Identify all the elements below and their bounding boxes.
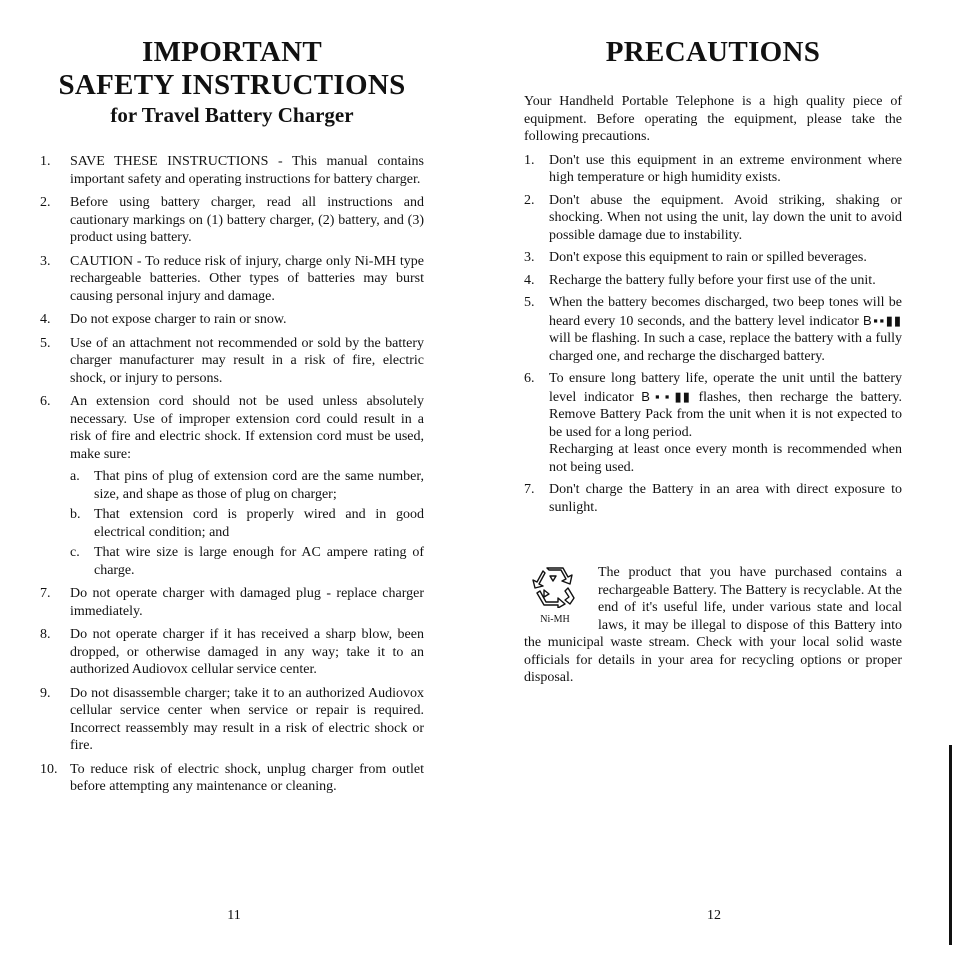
item-number: 7. — [40, 586, 51, 601]
recycle-label: Ni-MH — [540, 614, 570, 625]
item-text: An extension cord should not be used unless absolutely necessary. Use of improper extension cord could result in a risk of fire and electric shock. If extension cord must be used, make sure: — [70, 394, 424, 462]
recycle-icon — [532, 564, 578, 608]
sub-item-text: That extension cord is properly wired and in good electrical condition; and — [94, 507, 424, 540]
item-number: 6. — [524, 371, 535, 386]
list-item — [40, 393, 424, 579]
item-text: To reduce risk of electric shock, unplug charger from outlet before attempting any maintenance or cleaning. — [70, 761, 424, 794]
item-number: 5. — [40, 335, 51, 351]
item-text: Don't charge the Battery in an area with direct exposure to sunlight. — [549, 482, 902, 515]
item-number: 8. — [40, 627, 51, 642]
list-item — [524, 370, 902, 476]
item-text: Do not operate charger with damaged plug - replace charger immediately. — [70, 586, 424, 619]
item-number: 4. — [40, 312, 51, 327]
item-text: Don't use this equipment in an extreme environment where high temperature or high humidity exists. — [549, 152, 902, 185]
item-text-continued: will be flashing. In such a case, replace the battery with a fully charged one, and recharge the discharged battery. — [549, 331, 902, 364]
left-page — [40, 0, 424, 802]
item-number: 1. — [40, 154, 51, 169]
sub-list-item — [70, 544, 424, 579]
scan-edge-line — [949, 745, 952, 945]
sub-item-letter: c. — [70, 545, 80, 560]
item-text-continued: flashes, then recharge the battery. Remove Battery Pack from the unit when it is not expected to be used for a long period. — [549, 389, 903, 440]
item-text: Do not disassemble charger; take it to an authorized Audiovox cellular service center when service or repair is required. Incorrect reassembly may result in a risk of electric shock or fire. — [70, 685, 424, 753]
list-item — [40, 335, 424, 388]
item-number: 1. — [524, 152, 535, 168]
safety-instructions-list — [40, 153, 424, 796]
item-text: To ensure long battery life, operate the unit until the battery level indicator — [549, 371, 902, 405]
list-item — [524, 272, 902, 290]
list-item — [40, 626, 424, 679]
battery-level-indicator: B▪▪▮▮ — [863, 312, 903, 328]
item-text: Do not expose charger to rain or snow. — [70, 312, 287, 327]
sub-item-letter: a. — [70, 469, 80, 484]
extension-cord-sublist — [70, 468, 424, 579]
item-number: 2. — [40, 195, 51, 210]
item-number: 10. — [40, 761, 58, 777]
precautions-list — [524, 152, 902, 517]
item-number: 4. — [524, 272, 535, 288]
page-number-left: 11 — [227, 908, 241, 923]
item-text: CAUTION - To reduce risk of injury, charge only Ni-MH type rechargeable batteries. Other types of batteries may burst causing personal injury and damage. — [70, 253, 424, 304]
list-item — [524, 249, 902, 267]
item-text: Use of an attachment not recommended or sold by the battery charger manufacturer may result in a risk of fire, electric shock, or injury to persons. — [70, 335, 424, 386]
left-title-line2: SAFETY INSTRUCTIONS — [58, 69, 406, 101]
precautions-intro: Your Handheld Portable Telephone is a high quality piece of equipment. Before operating the equipment, please take the following precautions. — [524, 94, 902, 144]
list-item — [40, 761, 424, 796]
item-text: Recharge the battery fully before your first use of the unit. — [549, 272, 876, 288]
item-number: 5. — [524, 295, 535, 310]
item-text: Do not operate charger if it has received a sharp blow, been dropped, or otherwise damaged in any way; take it to an authorized Audiovox cellular service center. — [70, 627, 424, 677]
item-number: 2. — [524, 192, 535, 208]
item-text: Don't abuse the equipment. Avoid striking, shaking or shocking. When not using the unit, lay down the unit to avoid possible damage due to instability. — [549, 192, 902, 243]
left-title-line1: IMPORTANT — [142, 36, 322, 68]
list-item — [40, 153, 424, 188]
item-text: When the battery becomes discharged, two beep tones will be heard every 10 seconds, and the battery level indicator — [549, 295, 902, 329]
item-text: Don't expose this equipment to rain or spilled beverages. — [549, 250, 867, 265]
battery-level-indicator: B▪▪▮▮ — [641, 388, 691, 404]
list-item — [40, 311, 424, 329]
recycle-symbol — [524, 564, 586, 626]
list-item — [524, 192, 902, 245]
item-number: 3. — [524, 250, 535, 265]
page-number-right: 12 — [707, 908, 721, 923]
sub-list-item — [70, 468, 424, 503]
right-page — [524, 0, 902, 687]
item-number: 9. — [40, 685, 51, 701]
item-number: 6. — [40, 394, 51, 409]
item-text: Before using battery charger, read all instructions and cautionary markings on (1) battery charger, (2) battery, and (3) product using battery. — [70, 195, 424, 245]
sub-list-item — [70, 506, 424, 541]
sub-item-text: That wire size is large enough for AC ampere rating of charge. — [94, 545, 424, 578]
list-item — [40, 253, 424, 306]
list-item — [524, 481, 902, 516]
sub-item-text: That pins of plug of extension cord are the same number, size, and shape as those of plug on charger; — [94, 469, 424, 502]
recycling-text: The product that you have purchased contains a rechargeable Battery. The Battery is recyclable. At the end of it's useful life, under various state and local laws, it may be illegal to dispose of this Battery into the municipal waste stream. Check with your local solid waste officials for details in your area for recycling options or proper disposal. — [524, 565, 902, 685]
right-title: PRECAUTIONS — [605, 36, 821, 68]
item-extra-text: Recharging at least once every month is recommended when not being used. — [549, 442, 902, 475]
list-item — [40, 685, 424, 755]
item-number: 7. — [524, 482, 535, 497]
list-item — [40, 194, 424, 247]
sub-item-letter: b. — [70, 507, 81, 522]
list-item — [40, 585, 424, 620]
list-item — [524, 294, 902, 365]
left-subtitle: for Travel Battery Charger — [110, 103, 354, 127]
recycling-notice — [524, 564, 902, 687]
item-number: 3. — [40, 253, 51, 269]
list-item — [524, 152, 902, 187]
item-text: SAVE THESE INSTRUCTIONS - This manual contains important safety and operating instructions for battery charger. — [70, 154, 424, 187]
